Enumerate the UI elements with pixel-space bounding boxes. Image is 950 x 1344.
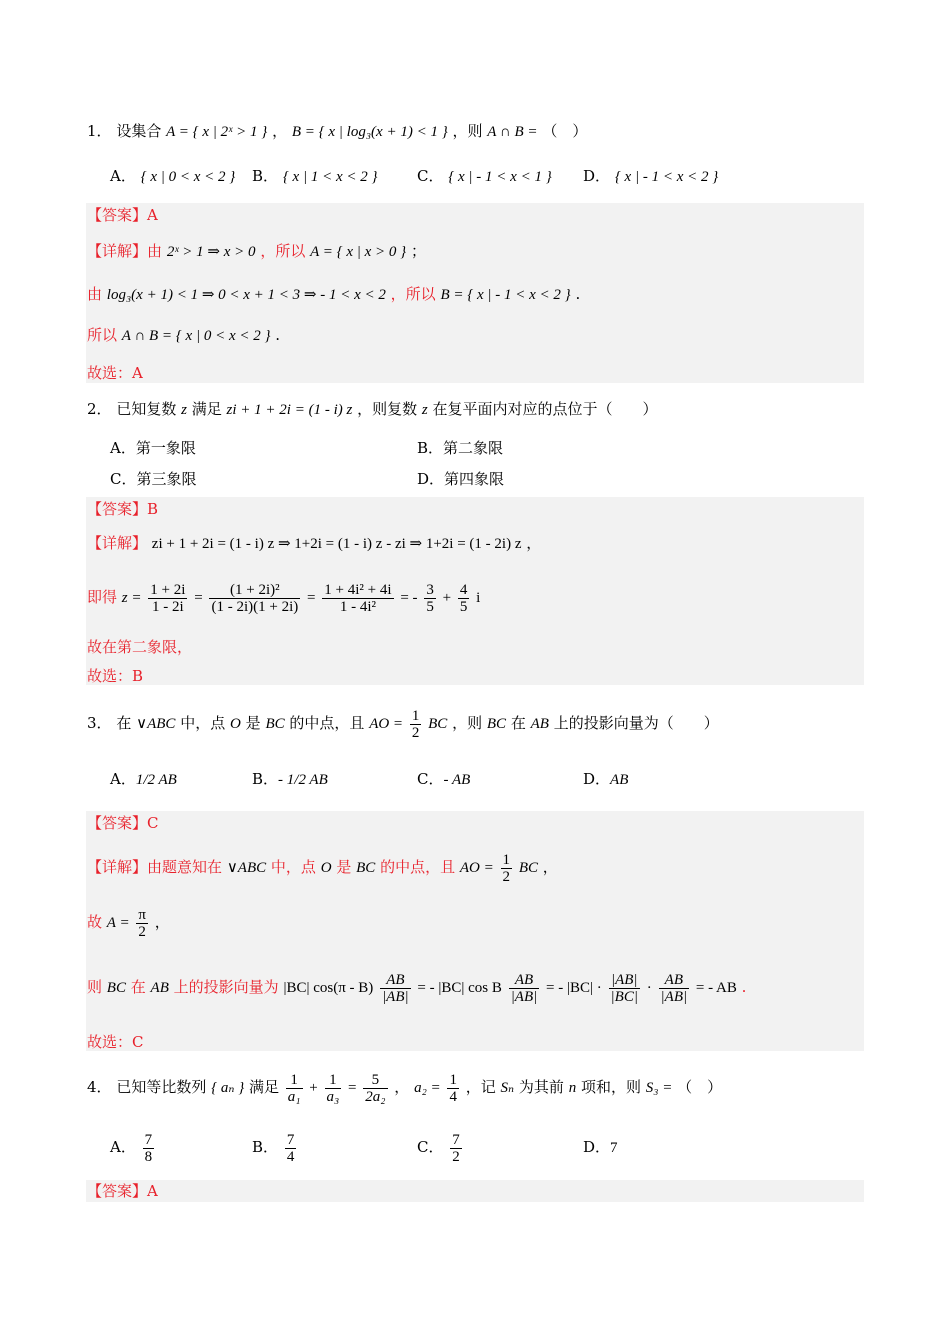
answer-value: A [147, 1182, 158, 1200]
numerator: 1 [325, 1072, 342, 1089]
detail-tag: 【详解】 [87, 858, 148, 876]
q2-stem-text: 在复平面内对应的点位于（ ） [432, 400, 658, 418]
fraction [363, 1072, 387, 1105]
denominator: |AB| [382, 988, 409, 1005]
q3-answer [87, 812, 159, 834]
detail-text: . [741, 978, 747, 996]
denominator: 2 [502, 868, 511, 885]
detail-text: ，所以 [390, 285, 436, 303]
q3-stem-text: 中，点 [180, 714, 226, 732]
detail-text: 上的投影向量为 [173, 978, 279, 996]
q2-option-d[interactable] [417, 468, 504, 490]
detail-math: A = [106, 915, 130, 931]
detail-math: O [320, 860, 332, 876]
q1-answer [87, 204, 158, 226]
detail-math: = - |BC| · [546, 980, 602, 996]
q2-number: 2． [87, 400, 112, 418]
q4-option-c[interactable] [417, 1128, 464, 1166]
q3-stem-text: 是 [245, 714, 261, 732]
fraction [458, 582, 470, 615]
option-label: D． [583, 770, 611, 788]
q2-option-a[interactable] [110, 437, 196, 459]
equals: = [348, 1080, 357, 1096]
numerator: 3 [426, 581, 434, 598]
fraction [659, 972, 690, 1005]
q2-answer [87, 498, 158, 520]
plus: + [309, 1080, 318, 1096]
q1-set-b: B = { x | log₃(x + 1) < 1 } [291, 124, 448, 140]
denominator: 5 [459, 598, 468, 615]
detail-tag: 【详解】 [87, 534, 148, 552]
q4-stem-text: ，记 [465, 1078, 496, 1096]
numerator: 1 + 2i [150, 581, 186, 598]
fraction [509, 972, 540, 1005]
numerator: 4 [459, 581, 468, 598]
detail-text: 由题意知在 [147, 858, 223, 876]
detail-text: 由 [147, 242, 163, 260]
detail-text: 在 [130, 978, 146, 996]
denominator: 4 [449, 1088, 457, 1105]
q2-var-z: z [421, 402, 428, 418]
fraction [286, 1072, 303, 1105]
answer-tag: 【答案】 [87, 814, 148, 832]
q4-paren: （ ） [677, 1078, 723, 1096]
q4-sequence: { aₙ } [211, 1080, 245, 1096]
numerator: 1 [449, 1071, 457, 1088]
option-label: C． [417, 770, 444, 788]
detail-text: 的中点，且 [380, 858, 456, 876]
denominator: 8 [144, 1148, 153, 1165]
numerator: (1 + 2i)² [209, 582, 300, 599]
option-label: B． [417, 439, 444, 457]
numerator: 1 [502, 851, 511, 868]
q1-option-a[interactable] [110, 165, 235, 188]
equals: = [194, 590, 203, 606]
q1-stem-text: 设集合 [116, 122, 162, 140]
q2-option-b[interactable] [417, 437, 503, 459]
detail-math: B = { x | - 1 < x < 2 } [440, 287, 571, 303]
option-text: 第四象限 [444, 470, 505, 488]
denominator: a₃ [326, 1088, 340, 1105]
q4-stem-text: 为其前 [518, 1078, 564, 1096]
q3-bc: BC [428, 716, 448, 732]
q1-stem [87, 120, 587, 143]
q4-stem-text: 满足 [248, 1078, 279, 1096]
option-text: { x | - 1 < x < 2 } [614, 169, 719, 185]
option-label: B． [252, 770, 279, 788]
denominator: 2 [411, 724, 420, 741]
q4-option-b[interactable] [252, 1128, 298, 1166]
option-text: 第三象限 [136, 470, 197, 488]
numerator: 7 [452, 1131, 460, 1148]
answer-tag: 【答案】 [87, 500, 148, 518]
q1-option-d[interactable] [583, 165, 718, 188]
detail-text: 即得 [87, 588, 118, 606]
option-label: B． [252, 167, 279, 185]
q4-s3: S₃ = [645, 1080, 673, 1096]
option-label: B． [252, 1138, 279, 1156]
fraction [325, 1072, 342, 1105]
fraction [148, 582, 187, 615]
denominator: 4 [286, 1148, 295, 1165]
option-label: D． [417, 470, 445, 488]
detail-math: BC [518, 860, 538, 876]
q1-option-c[interactable] [417, 165, 552, 188]
fraction [450, 1132, 462, 1165]
q3-triangle: ∨ABC [136, 716, 176, 732]
numerator: 1 [411, 707, 420, 724]
q3-stem-text: ，则 [452, 714, 483, 732]
q2-detail-line-1 [87, 532, 541, 555]
q4-option-d[interactable] [583, 1128, 618, 1167]
detail-text: 由 [87, 285, 103, 303]
q2-detail-line-2 [87, 578, 480, 617]
detail-math: BC [356, 860, 376, 876]
numerator: AB [659, 972, 690, 989]
option-label: D． [583, 167, 611, 185]
detail-text: 中，点 [270, 858, 316, 876]
q3-stem-text: 的中点，且 [289, 714, 365, 732]
detail-text: . [575, 285, 581, 303]
q1-option-b[interactable] [252, 165, 378, 188]
fraction [410, 708, 422, 741]
option-text: 1/2 AB [135, 772, 177, 788]
q4-stem-text: ， [394, 1078, 410, 1096]
option-text: 7 [610, 1140, 618, 1156]
q3-stem-text: 在 [510, 714, 526, 732]
fraction [136, 907, 148, 940]
detail-math: = - AB [695, 980, 737, 996]
option-text: { x | 1 < x < 2 } [282, 169, 378, 185]
detail-text: ， [526, 534, 542, 552]
option-text: { x | 0 < x < 2 } [140, 169, 236, 185]
option-label: D． [583, 1138, 611, 1156]
q1-number: 1． [87, 122, 112, 140]
denominator: 2 [452, 1148, 460, 1165]
fraction [501, 852, 513, 885]
numerator: 7 [286, 1131, 295, 1148]
fraction [609, 972, 640, 1005]
equals: = [307, 590, 316, 606]
q2-choose: 故选：B [87, 667, 144, 685]
q2-detail-line-3: 故在第二象限， [87, 638, 193, 656]
q4-n: n [568, 1080, 577, 1096]
q4-a2: a₂ = [414, 1080, 441, 1096]
q4-solution-box [86, 1180, 864, 1202]
option-label: A． [110, 439, 136, 457]
q3-solution-box [86, 811, 864, 1051]
dot: · [646, 980, 652, 996]
q1-stem-suffix: ，则 [452, 122, 483, 140]
q3-option-c[interactable] [417, 760, 470, 799]
detail-text: 所以 [87, 326, 118, 344]
plus: + [442, 590, 452, 606]
imaginary-unit: i [476, 590, 481, 606]
fraction [209, 582, 300, 615]
q1-detail-line-2 [87, 283, 580, 306]
denominator: 5 [426, 598, 434, 615]
numerator: AB [380, 972, 411, 989]
detail-math: z = [121, 590, 142, 606]
denominator: a₁ [287, 1088, 301, 1105]
option-label: A． [110, 1138, 136, 1156]
q4-answer [87, 1180, 158, 1202]
numerator: |AB| [609, 972, 640, 989]
q4-stem [87, 1068, 722, 1107]
detail-text: 则 [87, 978, 103, 996]
detail-math: AB [150, 980, 169, 996]
option-text: - 1/2 AB [278, 772, 328, 788]
detail-math: 2ˣ > 1 ⇒ x > 0 [166, 244, 256, 260]
fraction [285, 1132, 297, 1165]
q3-option-d[interactable] [583, 760, 628, 799]
detail-tag: 【详解】 [87, 242, 148, 260]
denominator: |BC| [610, 988, 638, 1005]
detail-text: ， [154, 913, 170, 931]
equals-minus: = - [400, 590, 418, 606]
q3-segment-bc: BC [265, 716, 285, 732]
q1-set-a: A = { x | 2ˣ > 1 } [166, 124, 268, 140]
q3-stem-text: 在 [116, 714, 132, 732]
q2-var-z: z [181, 402, 187, 418]
q1-choose: 故选：A [87, 364, 143, 382]
q4-stem-text: 已知等比数列 [116, 1078, 207, 1096]
q1-comma: ， [272, 122, 288, 140]
q1-ask: A ∩ B = [487, 124, 538, 140]
fraction [380, 972, 411, 1005]
detail-math: log₃(x + 1) < 1 ⇒ 0 < x + 1 < 3 ⇒ - 1 < x < 2 [106, 287, 386, 303]
numerator: 7 [144, 1131, 153, 1148]
fraction [424, 582, 436, 615]
option-label: A． [110, 167, 136, 185]
q3-detail-line-1 [87, 848, 558, 887]
q3-option-a[interactable] [110, 760, 177, 799]
denominator: (1 - 2i)(1 + 2i) [211, 598, 299, 615]
detail-text: ； [410, 242, 426, 260]
numerator: 1 + 4i² + 4i [324, 581, 392, 598]
q3-option-b[interactable] [252, 760, 328, 799]
denominator: |AB| [510, 988, 538, 1005]
answer-tag: 【答案】 [87, 206, 148, 224]
option-label: C． [110, 470, 137, 488]
detail-math: |BC| cos(π - B) [283, 980, 374, 996]
q4-number: 4． [87, 1078, 112, 1096]
option-label: C． [417, 167, 444, 185]
answer-value: A [147, 206, 158, 224]
q3-vector-bc: BC [486, 716, 507, 732]
detail-math: = - |BC| cos B [417, 980, 502, 996]
q2-stem-text: ，则复数 [357, 400, 418, 418]
option-text: 第一象限 [135, 439, 196, 457]
q3-number: 3． [87, 714, 112, 732]
answer-value: B [147, 500, 159, 518]
q3-ao: AO = [369, 716, 404, 732]
q1-detail-line-3 [87, 324, 280, 347]
q2-stem [87, 398, 658, 421]
denominator: 2a₂ [365, 1088, 386, 1105]
q3-detail-line-3 [87, 966, 746, 1009]
detail-math: BC [106, 980, 126, 996]
detail-math: A ∩ B = { x | 0 < x < 2 } [121, 328, 271, 344]
q3-stem [87, 704, 719, 743]
q3-choose: 故选：C [87, 1033, 144, 1051]
fraction [447, 1072, 459, 1105]
q2-stem-text: 满足 [191, 400, 222, 418]
detail-math: AO = [459, 860, 494, 876]
q3-detail-line-2 [87, 903, 170, 942]
fraction [322, 582, 393, 615]
numerator: AB [509, 972, 540, 989]
denominator: 1 - 2i [152, 598, 184, 615]
option-label: A． [110, 770, 136, 788]
answer-tag: 【答案】 [87, 1182, 148, 1200]
q4-stem-text: 项和，则 [580, 1078, 641, 1096]
detail-text: . [275, 326, 281, 344]
numerator: π [138, 906, 146, 923]
option-text: 第二象限 [443, 439, 504, 457]
q3-vector-ab: AB [530, 716, 549, 732]
detail-text: 故 [87, 913, 103, 931]
q3-stem-text: 上的投影向量为（ ） [553, 714, 719, 732]
detail-math: zi + 1 + 2i = (1 - i) z ⇒ 1+2i = (1 - i) z - zi ⇒ 1+2i = (1 - 2i) z [151, 536, 522, 552]
detail-math: A = { x | x > 0 } [310, 244, 407, 260]
denominator: 1 - 4i² [339, 598, 376, 615]
q4-option-a[interactable] [110, 1128, 156, 1166]
option-text: AB [610, 772, 629, 788]
q4-sn: Sₙ [500, 1080, 515, 1096]
detail-text: 是 [336, 858, 352, 876]
q2-stem-text: 已知复数 [116, 400, 177, 418]
detail-text: ，所以 [260, 242, 306, 260]
denominator: 2 [138, 923, 146, 940]
numerator: 5 [363, 1072, 387, 1089]
option-text: - AB [443, 772, 471, 788]
q2-equation: zi + 1 + 2i = (1 - i) z [226, 402, 353, 418]
fraction [143, 1132, 155, 1165]
q1-paren: （ ） [542, 122, 588, 140]
q2-option-c[interactable] [110, 468, 197, 490]
option-text: { x | - 1 < x < 1 } [448, 169, 552, 185]
numerator: 1 [286, 1072, 303, 1089]
q3-point-o: O [230, 716, 241, 732]
detail-text: ， [542, 858, 558, 876]
answer-value: C [147, 814, 159, 832]
option-label: C． [417, 1138, 444, 1156]
denominator: |AB| [660, 988, 688, 1005]
q1-detail-line-1 [87, 240, 426, 263]
detail-math: ∨ABC [226, 860, 267, 876]
